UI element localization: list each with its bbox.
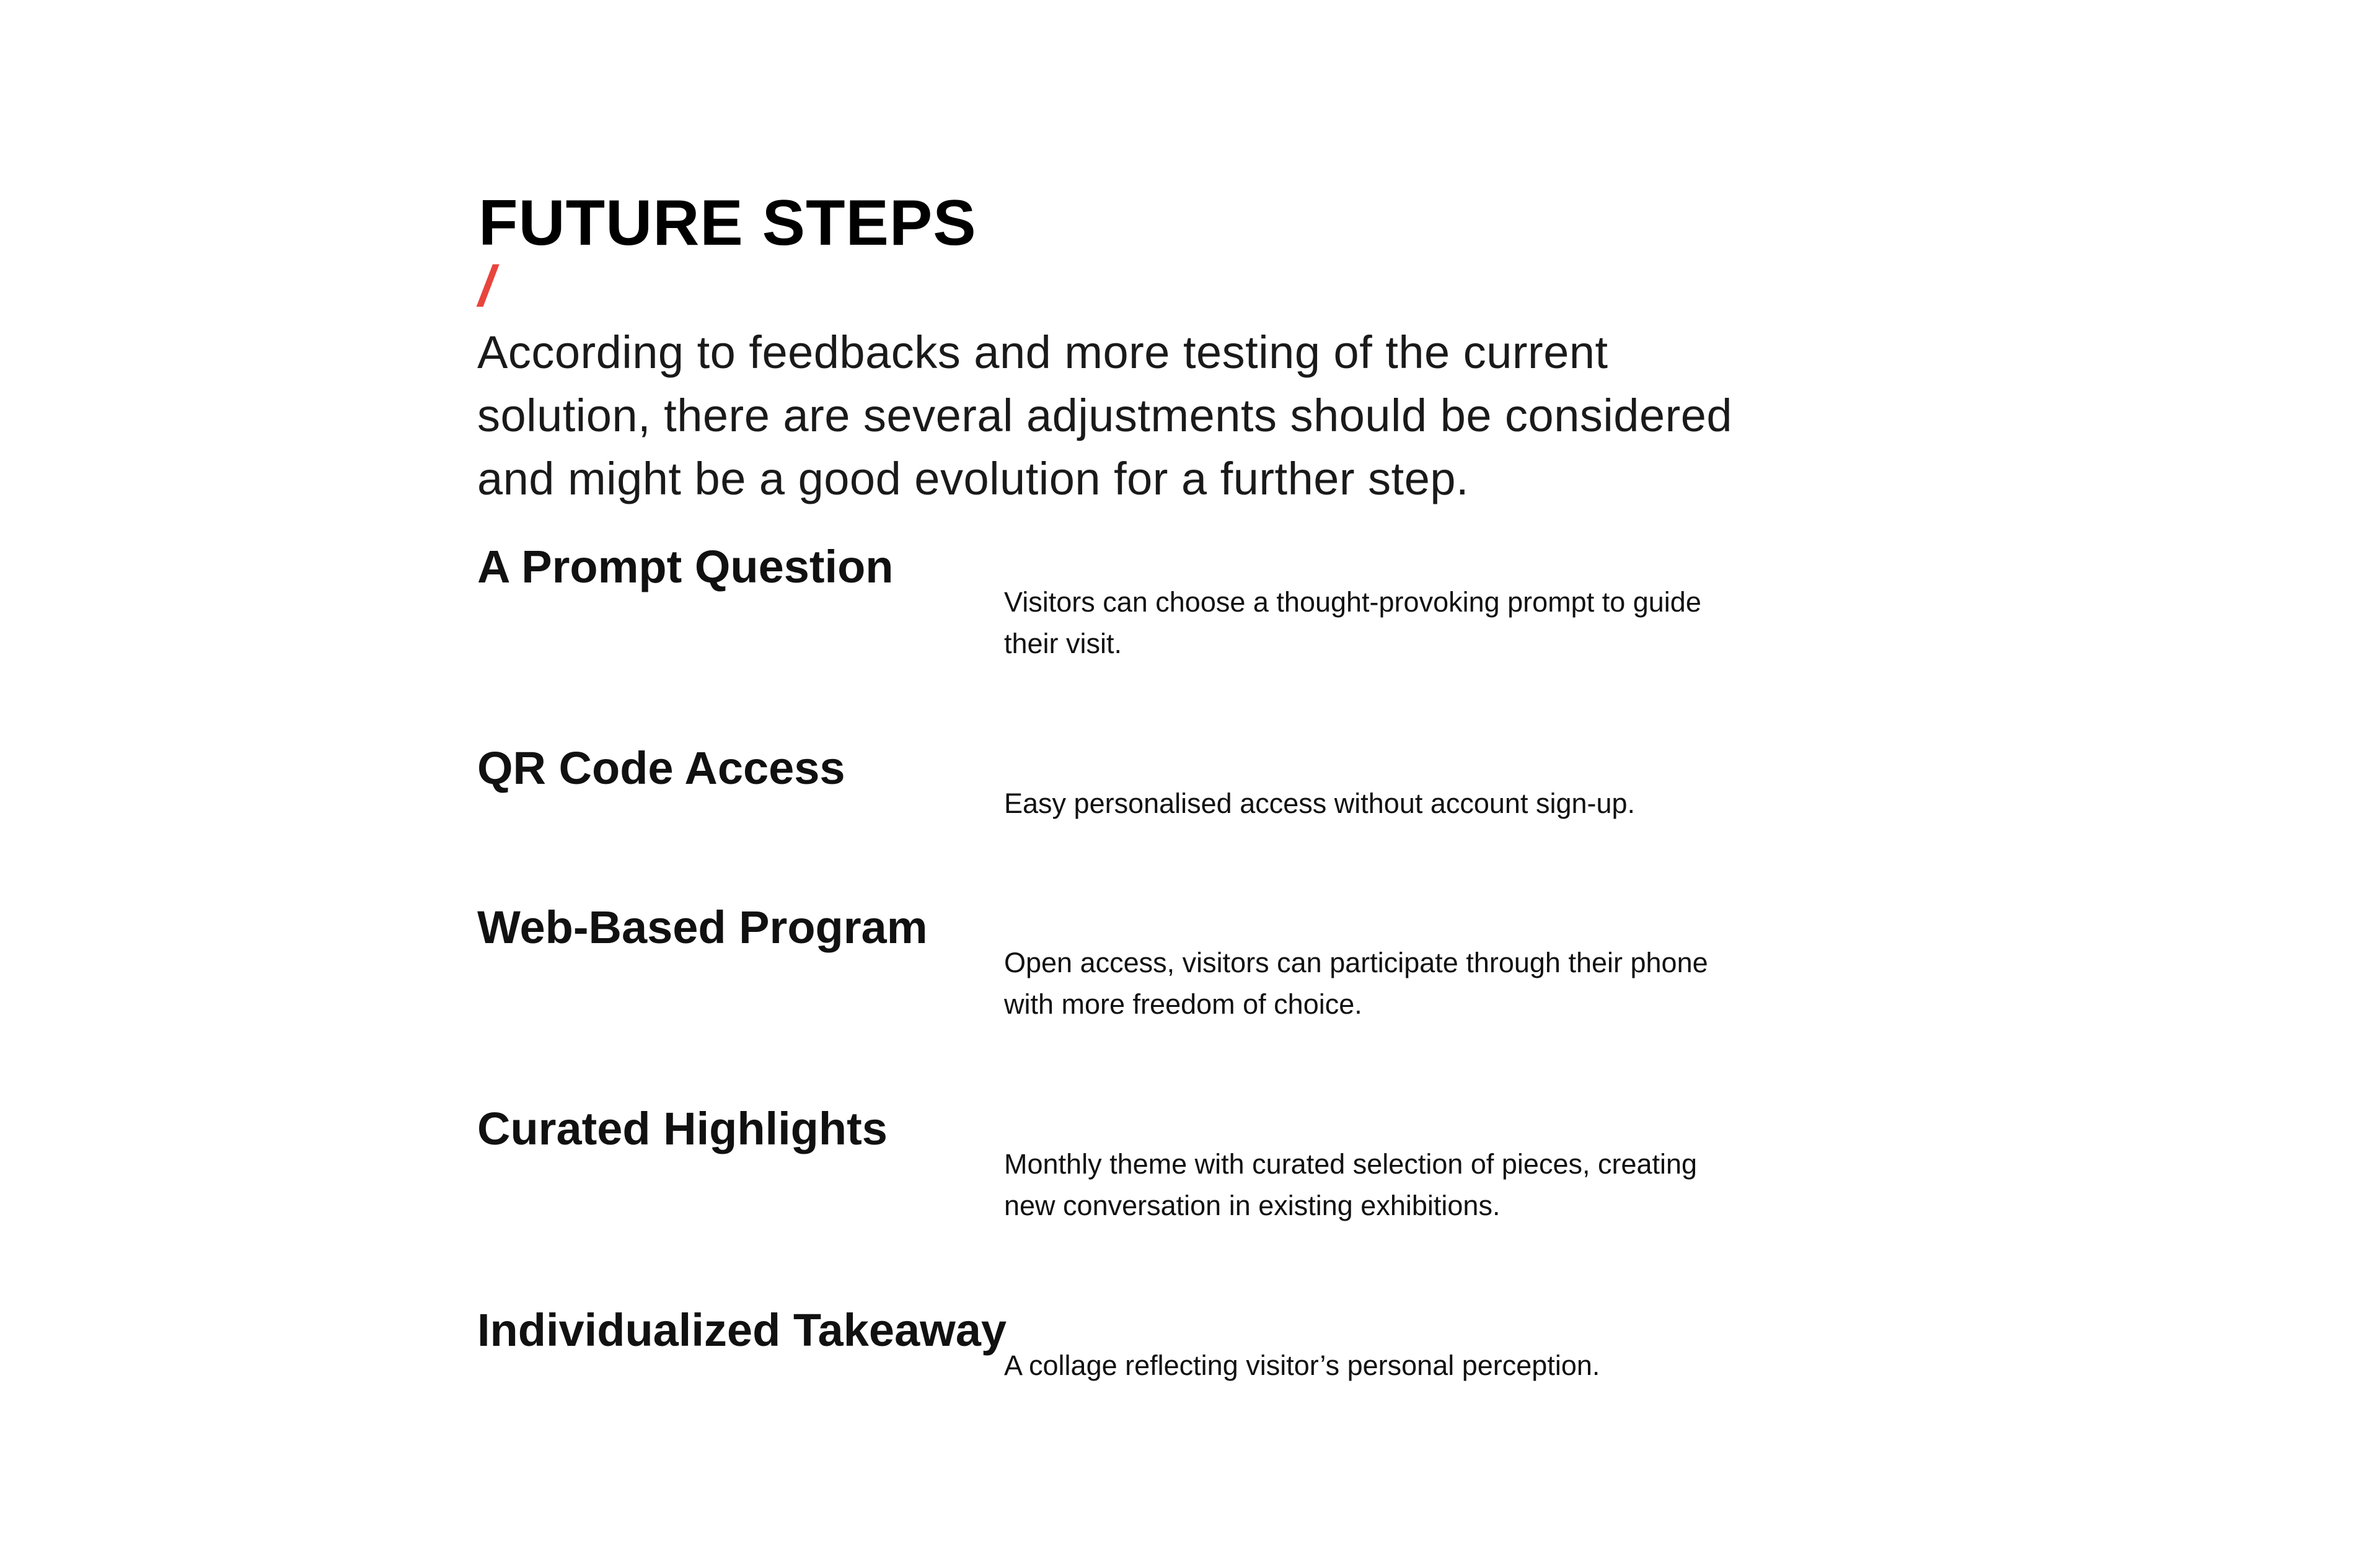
step-title: A Prompt Question	[477, 541, 894, 592]
slash-accent-mark: /	[478, 255, 495, 318]
step-description: Open access, visitors can participate through their phone with more freedom of choice.	[1004, 947, 1708, 1020]
step-description: A collage reflecting visitor’s personal perception.	[1004, 1350, 1600, 1381]
step-title: Curated Highlights	[477, 1103, 888, 1154]
step-title: QR Code Access	[477, 742, 845, 794]
step-description: Monthly theme with curated selection of pieces, creating new conversation in existing exhibitions.	[1004, 1148, 1698, 1221]
intro-paragraph: According to feedbacks and more testing of the current solution, there are several adjustments should be considered and might be a good evolution for a further step.	[477, 327, 1733, 504]
step-title: Web-Based Program	[477, 902, 928, 953]
page-title: FUTURE STEPS	[478, 187, 977, 259]
step-title: Individualized Takeaway	[477, 1304, 1007, 1356]
step-description: Visitors can choose a thought-provoking prompt to guide their visit.	[1004, 586, 1701, 659]
step-description: Easy personalised access without account sign-up.	[1004, 788, 1636, 819]
